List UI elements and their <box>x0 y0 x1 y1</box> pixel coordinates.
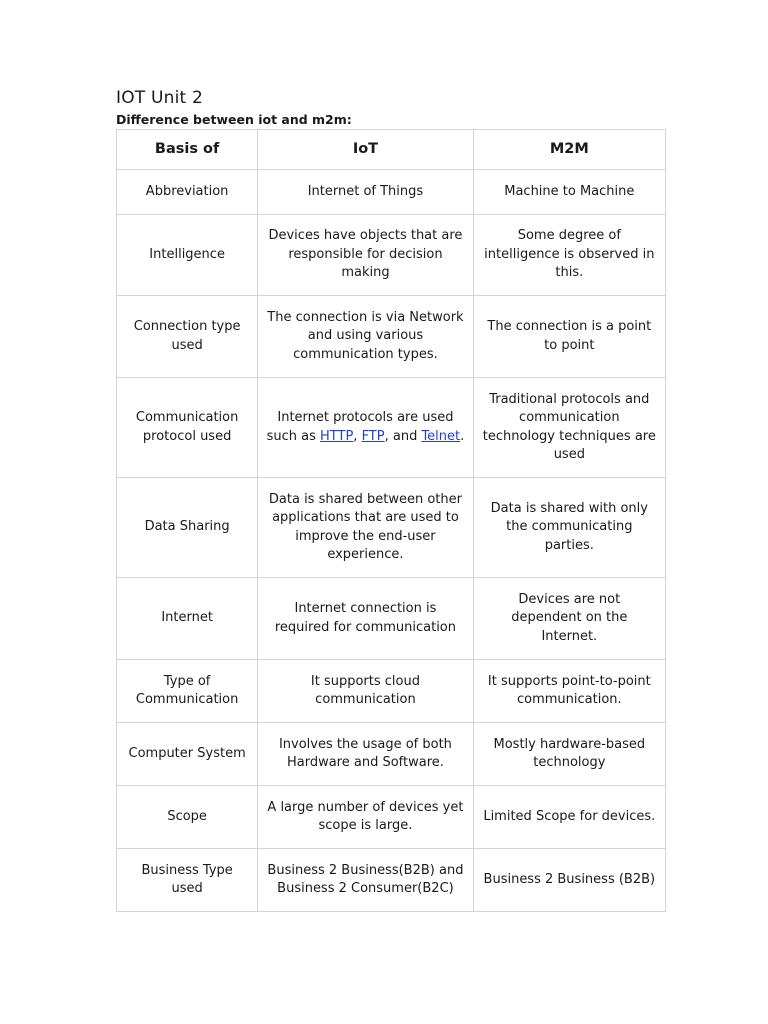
table-row <box>117 378 666 478</box>
cell-iot: Internet of Things <box>258 170 473 215</box>
page-subtitle: Difference between iot and m2m: <box>116 112 352 127</box>
table-row <box>117 478 666 578</box>
header-m2m: M2M <box>473 130 665 170</box>
table-row <box>117 215 666 296</box>
table-row <box>117 578 666 660</box>
table-header-row <box>117 130 666 170</box>
table-row <box>117 723 666 786</box>
cell-m2m: Mostly hardware-based technology <box>473 723 665 786</box>
cell-iot: Involves the usage of both Hardware and Software. <box>258 723 473 786</box>
protocol-sep: , and <box>384 428 422 444</box>
table-row <box>117 660 666 723</box>
table-row <box>117 786 666 849</box>
cell-iot: The connection is via Network and using various communication types. <box>258 296 473 378</box>
comparison-table <box>116 129 666 912</box>
cell-iot: Internet connection is required for communication <box>258 578 473 660</box>
telnet-link[interactable]: Telnet <box>421 428 461 444</box>
table-row <box>117 296 666 378</box>
cell-m2m: Machine to Machine <box>473 170 665 215</box>
table-row <box>117 170 666 215</box>
cell-m2m: The connection is a point to point <box>473 296 665 378</box>
cell-basis: Business Type used <box>117 849 258 912</box>
cell-iot: It supports cloud communication <box>258 660 473 723</box>
header-iot: IoT <box>258 130 473 170</box>
cell-m2m: Traditional protocols and communication technology techniques are used <box>473 378 665 478</box>
cell-m2m: Business 2 Business (B2B) <box>473 849 665 912</box>
ftp-link[interactable]: FTP <box>361 428 385 444</box>
cell-basis: Type of Communication <box>117 660 258 723</box>
cell-m2m: Devices are not dependent on the Internet. <box>473 578 665 660</box>
http-link[interactable]: HTTP <box>320 428 354 444</box>
cell-iot: Business 2 Business(B2B) and Business 2 Consumer(B2C) <box>258 849 473 912</box>
protocol-suffix: . <box>460 428 465 444</box>
table-row <box>117 849 666 912</box>
cell-basis: Intelligence <box>117 215 258 296</box>
cell-iot: A large number of devices yet scope is large. <box>258 786 473 849</box>
page-title: IOT Unit 2 <box>116 88 204 108</box>
cell-iot: Data is shared between other applications that are used to improve the end-user experience. <box>258 478 473 578</box>
header-basis: Basis of <box>117 130 258 170</box>
cell-iot <box>258 378 473 478</box>
cell-basis: Computer System <box>117 723 258 786</box>
cell-basis: Data Sharing <box>117 478 258 578</box>
protocol-sep: , <box>353 428 362 444</box>
protocol-prefix: Internet protocols are used such as <box>266 410 454 444</box>
cell-m2m: It supports point-to-point communication. <box>473 660 665 723</box>
cell-basis: Internet <box>117 578 258 660</box>
cell-basis: Communication protocol used <box>117 378 258 478</box>
cell-m2m: Some degree of intelligence is observed in this. <box>473 215 665 296</box>
cell-m2m: Limited Scope for devices. <box>473 786 665 849</box>
cell-m2m: Data is shared with only the communicating parties. <box>473 478 665 578</box>
cell-basis: Scope <box>117 786 258 849</box>
cell-basis: Abbreviation <box>117 170 258 215</box>
cell-iot: Devices have objects that are responsible for decision making <box>258 215 473 296</box>
cell-basis: Connection type used <box>117 296 258 378</box>
